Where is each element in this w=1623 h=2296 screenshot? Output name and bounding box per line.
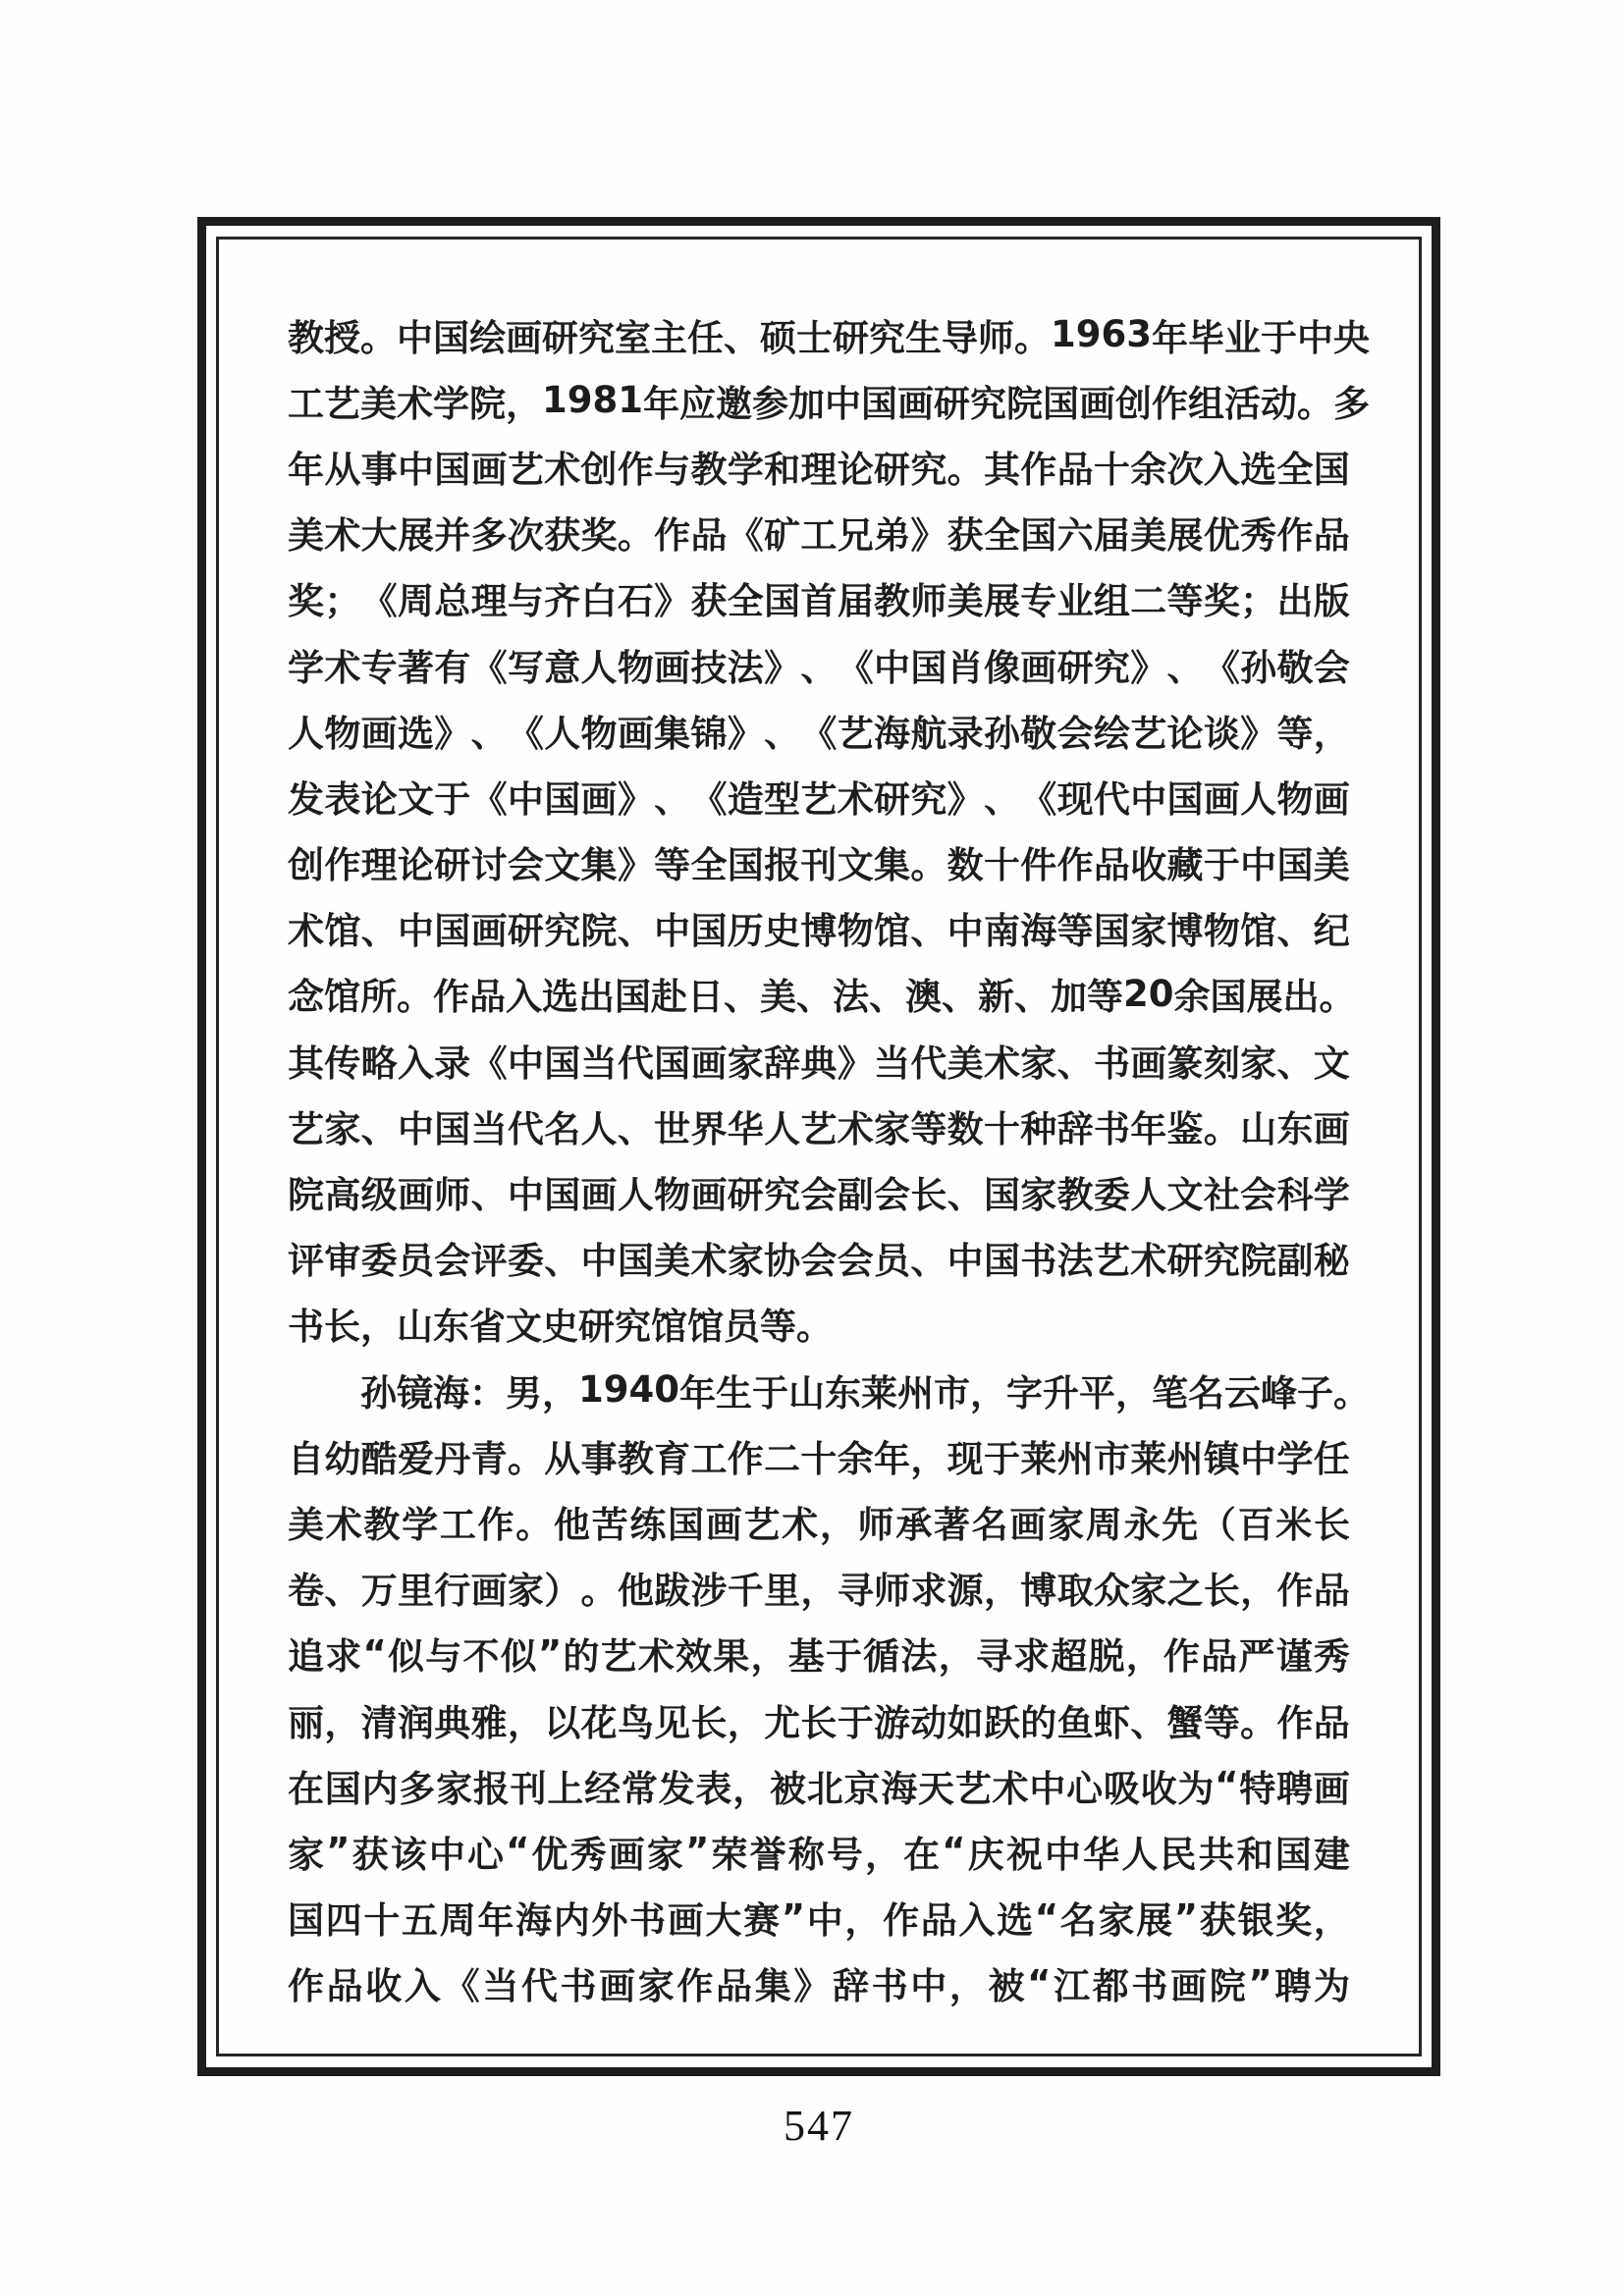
paragraph-indent	[288, 1389, 360, 1390]
text-line: 其 传 略 入 录 《 中 国 当 代 国 画 家 辞 典 》 当 代 美 术 家 、 书 画 篆 刻 家 、 文	[288, 1041, 1350, 1085]
text-line: 创 作 理 论 研 讨 会 文 集 》 等 全 国 报 刊 文 集 。 数 十 件 作 品 收 藏 于 中 国 美	[288, 844, 1350, 887]
text-line: 评 审 委 员 会 评 委 、 中 国 美 术 家 协 会 会 员 、 中 国 书 法 艺 术 研 究 院 副 秘	[288, 1240, 1350, 1283]
biography-text	[288, 301, 1370, 2016]
text-line: 人 物 画 选 》 、 《 人 物 画 集 锦 》 、 《 艺 海 航 录 孙 敬 会 绘 艺 论 谈 》 等 ，	[288, 712, 1350, 755]
text-line: 念 馆 所 。 作 品 入 选 出 国 赴 日 、 美 、 法 、 澳 、 新 、 加 等 20 余 国 展 出 。	[288, 972, 1356, 1019]
text-line: 工 艺 美 术 学 院 ， 1981 年 应 邀 参 加 中 国 画 研 究 院 国 画 创 作 组 活 动 。 多	[288, 379, 1370, 425]
text-line: 书 长 ， 山 东 省 文 史 研 究 馆 馆 员 等 。	[288, 1306, 833, 1349]
text-line: 美 术 教 学 工 作 。 他 苦 练 国 画 艺 术 ， 师 承 著 名 画 家 周 永 先 （ 百 米 长	[288, 1503, 1350, 1546]
text-line: 国 四 十 五 周 年 海 内 外 书 画 大 赛 ” 中 ， 作 品 入 选 “ 名 家 展 ” 获 银 奖 ，	[288, 1896, 1350, 1943]
text-line: 教 授 。 中 国 绘 画 研 究 室 主 任 、 硕 士 研 究 生 导 师 。 1963 年 毕 业 于 中 央	[288, 313, 1370, 359]
text-line: 奖 ； 《 周 总 理 与 齐 白 石 》 获 全 国 首 届 教 师 美 展 专 业 组 二 等 奖 ； 出 版	[288, 580, 1350, 623]
text-line: 丽 ， 清 润 典 雅 ， 以 花 鸟 见 长 ， 尤 长 于 游 动 如 跃 的 鱼 虾 、 蟹 等 。 作 品	[288, 1701, 1350, 1744]
text-line: 自 幼 酷 爱 丹 青 。 从 事 教 育 工 作 二 十 余 年 ， 现 于 莱 州 市 莱 州 镇 中 学 任	[288, 1437, 1350, 1480]
text-line: 家 ” 获 该 中 心 “ 优 秀 画 家 ” 荣 誉 称 号 ， 在 “ 庆 祝 中 华 人 民 共 和 国 建	[288, 1830, 1350, 1876]
text-line: 孙 镜 海 ： 男 ， 1940 年 生 于 山 东 莱 州 市 ， 字 升 平 ， 笔 名 云 峰 子 。	[288, 1357, 1350, 1422]
page-number: 547	[784, 2102, 854, 2150]
text-line: 在 国 内 多 家 报 刊 上 经 常 发 表 ， 被 北 京 海 天 艺 术 中 心 吸 收 为 “ 特 聘 画	[288, 1764, 1350, 1810]
text-line: 学 术 专 著 有 《 写 意 人 物 画 技 法 》 、 《 中 国 肖 像 画 研 究 》 、 《 孙 敬 会	[288, 646, 1350, 689]
text-line: 卷 、 万 里 行 画 家 ） 。 他 跋 涉 千 里 ， 寻 师 求 源 ， 博 取 众 家 之 长 ， 作 品	[288, 1570, 1350, 1613]
text-line: 艺 家 、 中 国 当 代 名 人 、 世 界 华 人 艺 术 家 等 数 十 种 辞 书 年 鉴 。 山 东 画	[288, 1107, 1350, 1150]
text-line: 美 术 大 展 并 多 次 获 奖 。 作 品 《 矿 工 兄 弟 》 获 全 国 六 届 美 展 优 秀 作 品	[288, 514, 1350, 558]
text-line: 作 品 收 入 《 当 代 书 画 家 作 品 集 》 辞 书 中 ， 被 “ 江 都 书 画 院 ” 聘 为	[288, 1961, 1350, 2008]
text-line: 年 从 事 中 国 画 艺 术 创 作 与 教 学 和 理 论 研 究 。 其 作 品 十 余 次 入 选 全 国	[288, 448, 1350, 491]
text-line: 发 表 论 文 于 《 中 国 画 》 、 《 造 型 艺 术 研 究 》 、 《 现 代 中 国 画 人 物 画	[288, 777, 1350, 821]
text-line: 追 求 “ 似 与 不 似 ” 的 艺 术 效 果 ， 基 于 循 法 ， 寻 求 超 脱 ， 作 品 严 谨 秀	[288, 1631, 1350, 1679]
text-line: 院 高 级 画 师 、 中 国 画 人 物 画 研 究 会 副 会 长 、 国 家 教 委 人 文 社 会 科 学	[288, 1174, 1350, 1217]
text-line: 术 馆 、 中 国 画 研 究 院 、 中 国 历 史 博 物 馆 、 中 南 海 等 国 家 博 物 馆 、 纪	[288, 910, 1350, 953]
